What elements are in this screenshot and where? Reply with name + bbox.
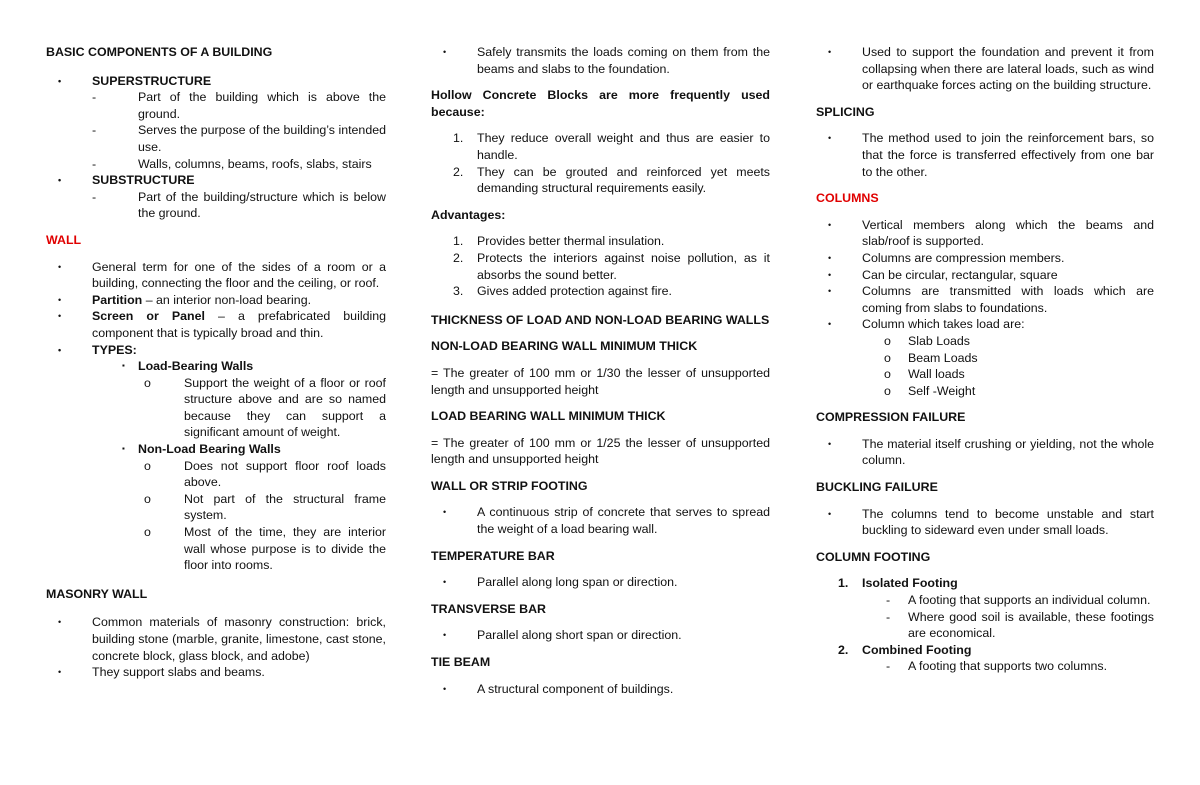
list-item-text: Parallel along long span or direction. bbox=[477, 575, 678, 590]
list-item bbox=[816, 575, 1154, 592]
list-item-text bbox=[92, 308, 386, 341]
list-item bbox=[816, 250, 1154, 267]
section-title: BASIC COMPONENTS OF A BUILDING bbox=[46, 45, 273, 59]
strip-footing-heading: WALL OR STRIP FOOTING bbox=[431, 478, 588, 493]
load-bearing-label: Load-Bearing Walls bbox=[138, 359, 254, 374]
circle-bullet-icon: o bbox=[884, 367, 891, 382]
list-item-text: Does not support floor roof loads above. bbox=[184, 458, 386, 490]
dash-icon: - bbox=[886, 593, 891, 608]
bullet-icon: • bbox=[443, 507, 447, 518]
list-item bbox=[431, 627, 770, 644]
list-item-text: The material itself crushing or yielding, not the whole column. bbox=[862, 436, 1154, 468]
list-item-text: Parallel along short span or direction. bbox=[477, 628, 682, 643]
transverse-bar-heading: TRANSVERSE BAR bbox=[431, 601, 546, 616]
column-2 bbox=[431, 44, 770, 697]
list-item-text: Not part of the structural frame system. bbox=[184, 491, 386, 523]
circle-bullet-icon: o bbox=[144, 491, 151, 506]
list-item-text: The method used to join the reinforcement bars, so that the force is transferred effectively from one bar to the other. bbox=[862, 131, 1154, 179]
list-item-text: Columns are compression members. bbox=[862, 250, 1065, 265]
list-item-text: Used to support the foundation and prevent it from collapsing when there are lateral loads, such as wind or earthquake forces acting on the building structure. bbox=[862, 45, 1154, 93]
list-item-text: Protects the interiors against noise pollution, as it absorbs the sound better. bbox=[477, 250, 770, 282]
bullet-icon: • bbox=[828, 286, 832, 297]
masonry-heading: MASONRY WALL bbox=[46, 586, 148, 601]
list-number: 1. bbox=[453, 234, 464, 249]
list-item-text: Serves the purpose of the building’s intended use. bbox=[138, 123, 386, 154]
bullet-icon: • bbox=[443, 47, 447, 57]
bullet-icon: • bbox=[828, 269, 832, 280]
list-item bbox=[46, 89, 386, 122]
list-item-text: Gives added protection against fire. bbox=[477, 284, 672, 299]
substructure-label: SUBSTRUCTURE bbox=[92, 173, 195, 188]
non-load-min-thick-heading: NON-LOAD BEARING WALL MINIMUM THICK bbox=[431, 339, 698, 354]
list-item-text: Beam Loads bbox=[908, 350, 978, 365]
list-item-text: Common materials of masonry construction: brick, building stone (marble, granite, limestone, cast stone, concrete block, glass block, and adobe) bbox=[92, 615, 386, 663]
list-item bbox=[46, 524, 386, 574]
wall-heading: WALL bbox=[46, 232, 82, 247]
circle-bullet-icon: o bbox=[144, 525, 151, 540]
list-item bbox=[816, 333, 1154, 350]
bullet-icon: • bbox=[58, 617, 62, 628]
list-item bbox=[46, 458, 386, 491]
list-item-text: Walls, columns, beams, roofs, slabs, stairs bbox=[138, 156, 372, 171]
list-item bbox=[46, 73, 386, 90]
list-item bbox=[431, 574, 770, 591]
list-item bbox=[46, 375, 386, 441]
list-item bbox=[816, 217, 1154, 250]
non-load-bearing-label: Non-Load Bearing Walls bbox=[138, 442, 281, 457]
list-item bbox=[46, 156, 386, 173]
list-item bbox=[816, 436, 1154, 469]
list-item-text: They can be grouted and reinforced yet meets demanding structural requirements easily. bbox=[477, 164, 770, 196]
list-item-text: Provides better thermal insulation. bbox=[477, 234, 665, 249]
list-item bbox=[816, 609, 1154, 642]
list-item-text: A footing that supports two columns. bbox=[908, 659, 1108, 674]
bullet-icon: • bbox=[58, 294, 62, 305]
list-item bbox=[431, 164, 770, 197]
list-item bbox=[46, 441, 386, 458]
list-item-text: Wall loads bbox=[908, 367, 965, 382]
list-item-text: A footing that supports an individual column. bbox=[908, 593, 1151, 608]
circle-bullet-icon: o bbox=[144, 375, 151, 390]
temperature-bar-heading: TEMPERATURE BAR bbox=[431, 548, 555, 563]
circle-bullet-icon: o bbox=[884, 350, 891, 365]
list-item-text: Can be circular, rectangular, square bbox=[862, 267, 1058, 282]
screen-text: – a prefabricated building component that is typically broad and thin. bbox=[92, 309, 387, 340]
list-item-text: Where good soil is available, these footings are economical. bbox=[908, 609, 1154, 641]
list-item bbox=[816, 658, 1154, 675]
list-item-text: Support the weight of a floor or roof structure above and are so named because they can support a significant amount of weight. bbox=[184, 375, 386, 440]
list-item-text: They support slabs and beams. bbox=[92, 665, 265, 680]
list-item-text: Part of the building/structure which is below the ground. bbox=[138, 189, 386, 221]
list-item bbox=[431, 681, 770, 698]
list-item bbox=[46, 664, 386, 681]
list-item bbox=[46, 491, 386, 524]
list-item bbox=[46, 342, 386, 359]
partition-text: – an interior non-load bearing. bbox=[142, 292, 312, 307]
load-min-thick-text: = The greater of 100 mm or 1/25 the lesser of unsupported length and unsupported height bbox=[431, 435, 770, 467]
list-item bbox=[816, 642, 1154, 659]
dash-icon: - bbox=[92, 189, 97, 204]
list-item bbox=[816, 350, 1154, 367]
list-item bbox=[46, 172, 386, 189]
list-number: 2. bbox=[453, 164, 464, 179]
bullet-icon: • bbox=[58, 311, 62, 322]
bullet-icon: • bbox=[443, 577, 447, 588]
list-number: 3. bbox=[453, 284, 464, 299]
bullet-icon: • bbox=[443, 630, 447, 641]
splicing-heading: SPLICING bbox=[816, 104, 875, 119]
list-item-text: Most of the time, they are interior wall whose purpose is to divide the floor into rooms. bbox=[184, 525, 386, 573]
bullet-icon: • bbox=[58, 75, 62, 86]
screen-label: Screen or Panel bbox=[92, 309, 205, 324]
list-number: 2. bbox=[453, 250, 464, 265]
list-item-text: A structural component of buildings. bbox=[477, 681, 674, 696]
list-item-text: Part of the building which is above the ground. bbox=[138, 90, 386, 121]
column-1 bbox=[46, 44, 386, 681]
advantages-heading: Advantages: bbox=[431, 207, 506, 222]
list-item bbox=[816, 316, 1154, 333]
list-item-text: They reduce overall weight and thus are easier to handle. bbox=[477, 131, 770, 162]
list-item-text bbox=[92, 292, 386, 309]
list-item bbox=[816, 283, 1154, 316]
list-number: 1. bbox=[838, 576, 849, 591]
hollow-blocks-heading: Hollow Concrete Blocks are more frequently used because: bbox=[431, 88, 770, 119]
list-item bbox=[816, 383, 1154, 400]
dash-icon: - bbox=[886, 659, 891, 674]
list-item bbox=[816, 366, 1154, 383]
list-item-text: Self -Weight bbox=[908, 383, 976, 398]
bullet-icon: • bbox=[58, 175, 62, 186]
list-item-text: Columns are transmitted with loads which are coming from slabs to foundations. bbox=[862, 284, 1154, 315]
thickness-heading: THICKNESS OF LOAD AND NON-LOAD BEARING WALLS bbox=[431, 312, 770, 327]
bullet-icon: • bbox=[828, 508, 832, 519]
partition-label: Partition bbox=[92, 292, 143, 307]
list-item bbox=[46, 614, 386, 664]
square-bullet-icon: ▪ bbox=[122, 361, 125, 371]
bullet-icon: • bbox=[443, 683, 447, 694]
list-item bbox=[431, 283, 770, 300]
column-3 bbox=[816, 44, 1154, 675]
columns-heading: COLUMNS bbox=[816, 191, 879, 206]
dash-icon: - bbox=[92, 90, 97, 105]
list-item bbox=[46, 122, 386, 155]
column-footing-heading: COLUMN FOOTING bbox=[816, 549, 931, 564]
superstructure-label: SUPERSTRUCTURE bbox=[92, 73, 212, 88]
list-item bbox=[816, 592, 1154, 609]
list-item bbox=[816, 44, 1154, 94]
non-load-min-thick-text: = The greater of 100 mm or 1/30 the lesser of unsupported length and unsupported height bbox=[431, 365, 770, 397]
buckling-failure-heading: BUCKLING FAILURE bbox=[816, 480, 938, 495]
circle-bullet-icon: o bbox=[144, 458, 151, 473]
list-item bbox=[816, 267, 1154, 284]
list-item-text: Slab Loads bbox=[908, 333, 971, 348]
list-item bbox=[431, 44, 770, 77]
dash-icon: - bbox=[92, 156, 97, 171]
bullet-icon: • bbox=[828, 133, 832, 144]
square-bullet-icon: ▪ bbox=[122, 444, 125, 454]
list-item bbox=[431, 504, 770, 537]
types-label: TYPES: bbox=[92, 342, 137, 357]
bullet-icon: • bbox=[828, 319, 832, 330]
list-number: 1. bbox=[453, 131, 464, 146]
circle-bullet-icon: o bbox=[884, 333, 891, 348]
list-item bbox=[46, 259, 386, 292]
list-item-text: The columns tend to become unstable and start buckling to sideward even under small loads. bbox=[862, 506, 1154, 538]
bullet-icon: • bbox=[828, 438, 832, 449]
list-item bbox=[46, 358, 386, 375]
bullet-icon: • bbox=[58, 667, 62, 678]
bullet-icon: • bbox=[828, 47, 832, 57]
list-number: 2. bbox=[838, 642, 849, 657]
list-item bbox=[431, 250, 770, 283]
list-item-text: A continuous strip of concrete that serves to spread the weight of a load bearing wall. bbox=[477, 505, 770, 537]
list-item bbox=[816, 506, 1154, 539]
compression-failure-heading: COMPRESSION FAILURE bbox=[816, 410, 966, 425]
list-item bbox=[46, 308, 386, 341]
bullet-icon: • bbox=[58, 261, 62, 272]
dash-icon: - bbox=[886, 609, 891, 624]
list-item-text: General term for one of the sides of a room or a building, connecting the floor and the ceiling, or roof. bbox=[92, 259, 386, 291]
circle-bullet-icon: o bbox=[884, 383, 891, 398]
list-item bbox=[431, 130, 770, 163]
list-item-text: Safely transmits the loads coming on them from the beams and slabs to the foundation. bbox=[477, 45, 770, 76]
dash-icon: - bbox=[92, 123, 97, 138]
load-min-thick-heading: LOAD BEARING WALL MINIMUM THICK bbox=[431, 409, 666, 424]
bullet-icon: • bbox=[828, 219, 832, 230]
list-item bbox=[46, 292, 386, 309]
combined-footing-label: Combined Footing bbox=[862, 642, 972, 657]
bullet-icon: • bbox=[828, 252, 832, 263]
tie-beam-heading: TIE BEAM bbox=[431, 655, 491, 670]
list-item bbox=[431, 233, 770, 250]
list-item-text: Column which takes load are: bbox=[862, 317, 1025, 332]
bullet-icon: • bbox=[58, 344, 62, 355]
list-item bbox=[816, 130, 1154, 180]
isolated-footing-label: Isolated Footing bbox=[862, 576, 958, 591]
list-item-text: Vertical members along which the beams and slab/roof is supported. bbox=[862, 217, 1154, 249]
list-item bbox=[46, 189, 386, 222]
